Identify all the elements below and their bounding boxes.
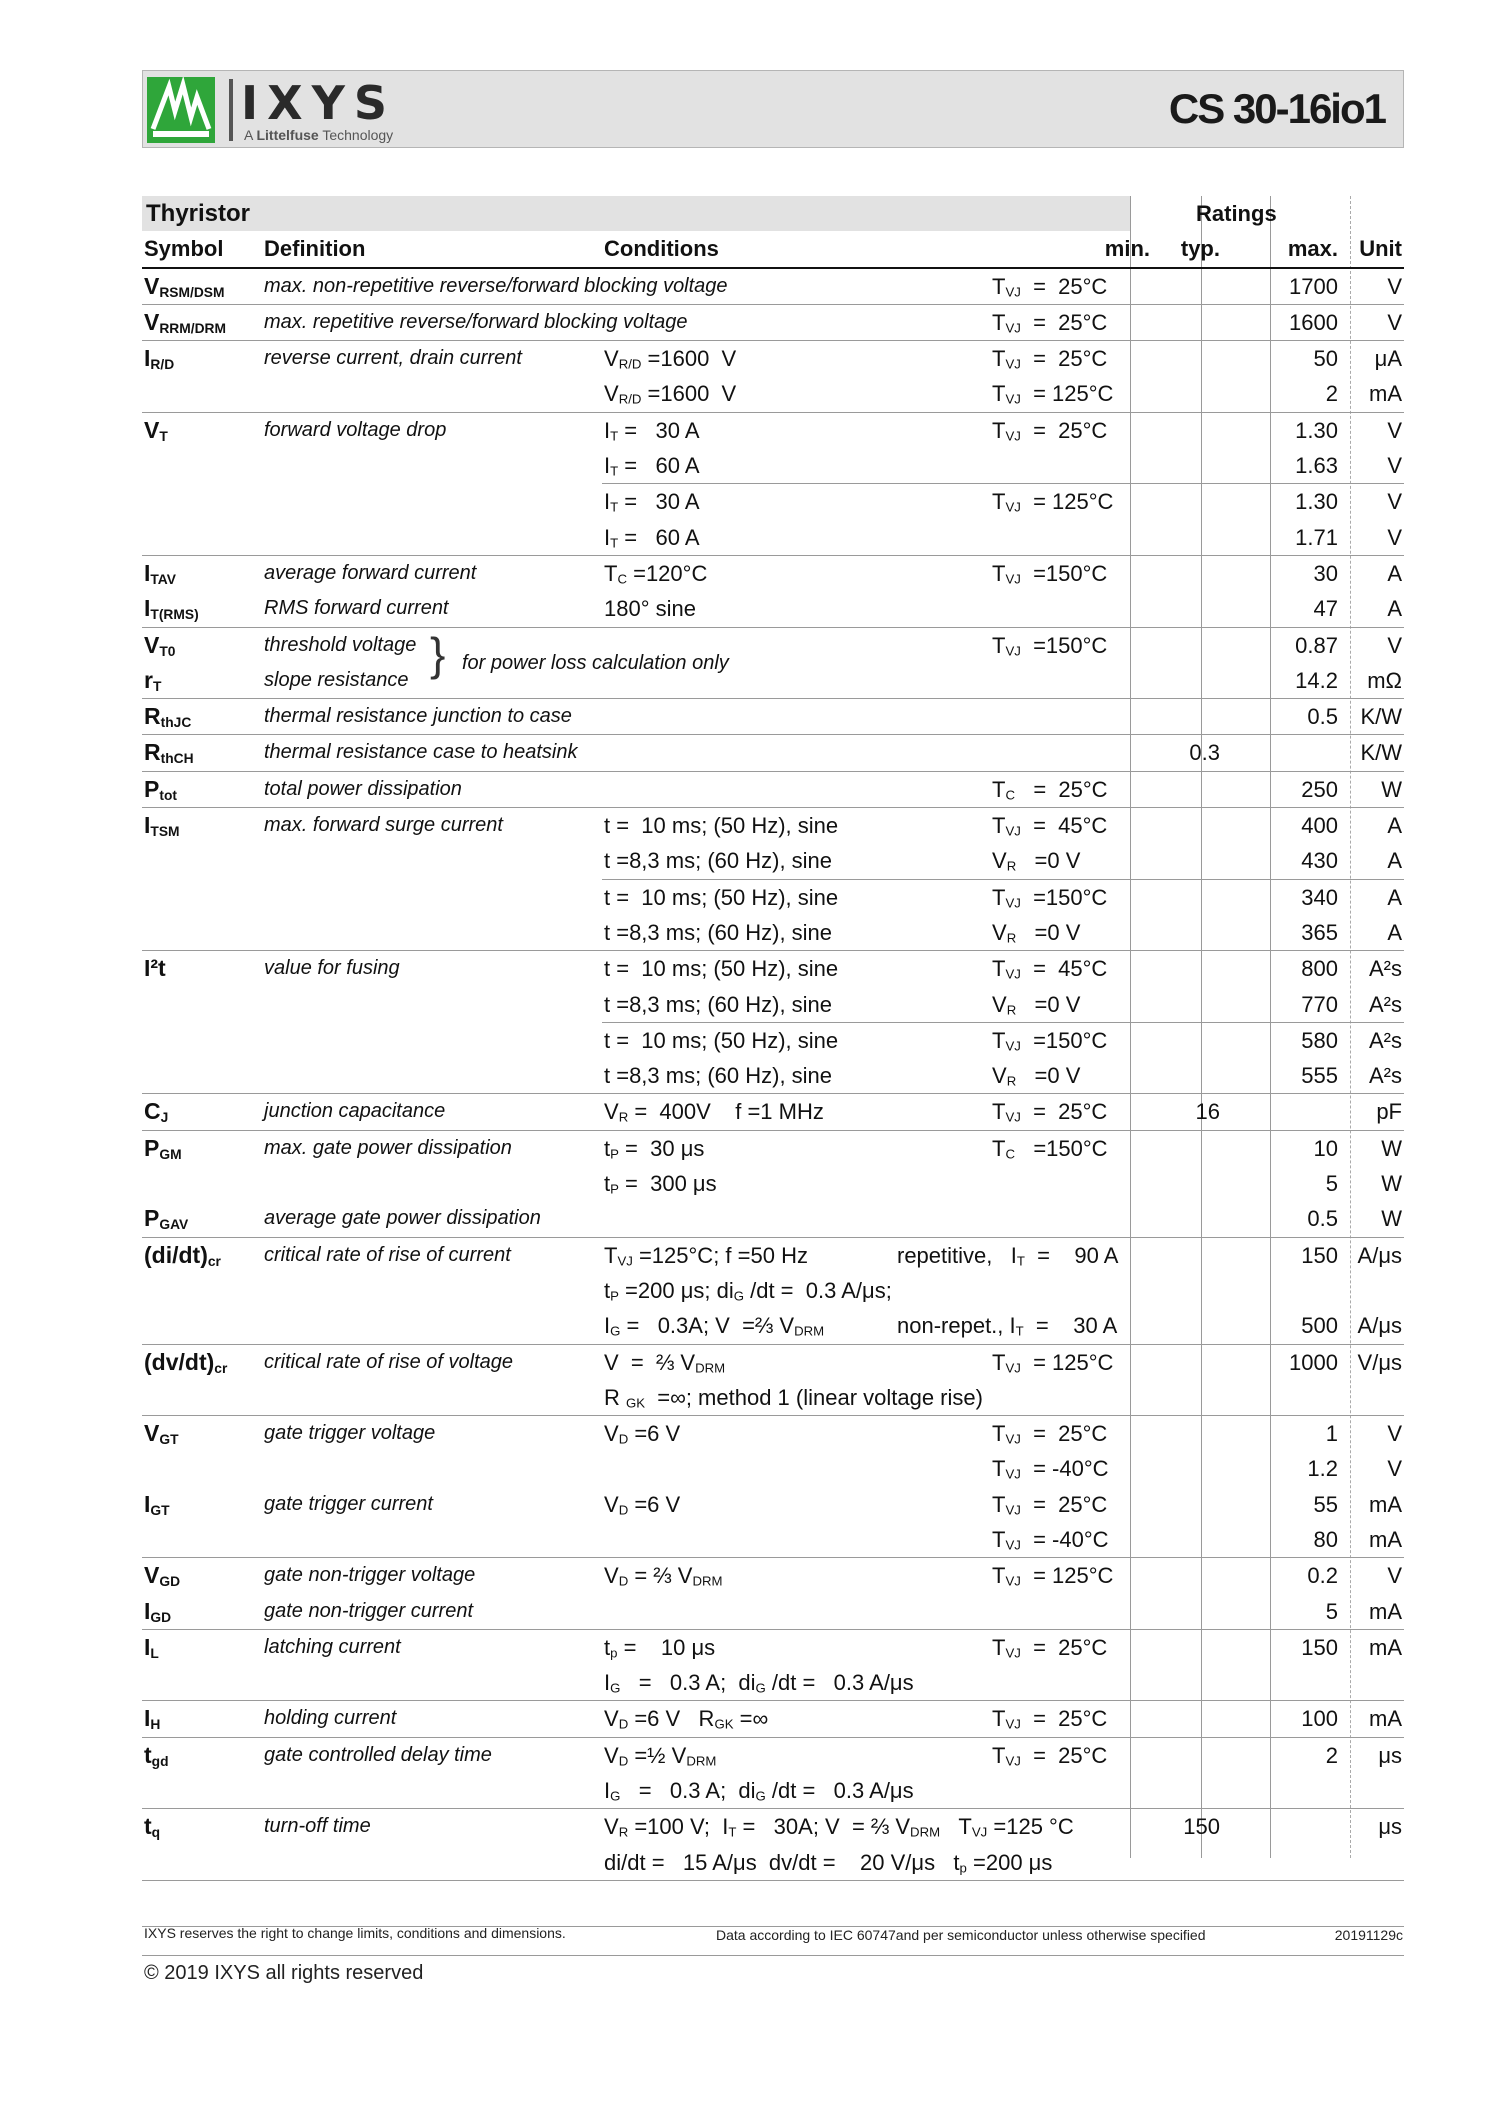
table-row: $I_{TAV}$ average forward current $T_C =120^\circ C$ $T_{VJ} =150^\circ C$ 30 A [142, 555, 1404, 591]
table-row: $I_{GT}$ gate trigger current $V_D =6$ V $T_{VJ} = 25^\circ C$ 55 mA [144, 1490, 1402, 1518]
table-row: $(dv/dt)_{cr}$ critical rate of rise of voltage V = ⅔ $V_{DRM}$ $T_{VJ} = 125^\circ C$ 1000 V/μs [142, 1344, 1404, 1380]
brace-note: for power loss calculation only [462, 651, 729, 674]
table-row: $T_{VJ} = -40^\circ C$ 80 mA [992, 1526, 1402, 1553]
table-row: $P_{GAV}$ average gate power dissipation 0.5 W [144, 1205, 1402, 1233]
table-row: $C_J$ junction capacitance $V_R = 400V$ f =1 MHz $T_{VJ} = 25^\circ C$ 16 pF [142, 1093, 1404, 1129]
footer-date-code: 20191129c [1334, 1927, 1403, 1943]
table-row: $R_{thCH}$ thermal resistance case to heatsink 0.3 K/W [142, 734, 1404, 770]
column-header-row [142, 231, 1404, 268]
table-row: $V_{RSM/DSM}$ max. non-repetitive reverse/forward blocking voltage $T_{VJ} = 25^\circ C$ 1700 V [144, 272, 1402, 300]
table-row: $I_L$ latching current $t_p$ = 10 μs $T_{VJ} = 25^\circ C$ 150 mA [142, 1629, 1404, 1665]
table-row: $V_{RRM/DRM}$ max. repetitive reverse/forward blocking voltage $T_{VJ} = 25^\circ C$ 1600 V [142, 304, 1404, 340]
logo-separator [229, 79, 233, 141]
brand-tagline: A Littelfuse Technology [244, 127, 394, 143]
table-row: $T_{VJ} = -40^\circ C$ 1.2 V [992, 1456, 1402, 1483]
header-definition: Definition [264, 236, 366, 262]
ixys-logo-icon [147, 77, 215, 143]
table-row: $(di/dt)_{cr}$ critical rate of rise of current $T_{VJ} =125^\circ C$; f =50 Hz repetitive, $I_T$ = 90 A 150 A/μs [142, 1237, 1404, 1273]
header-conditions: Conditions [604, 236, 719, 262]
table-row: $I_{GD}$ gate non-trigger current 5 mA [144, 1597, 1402, 1625]
table-row: $I_T = 60$ A 1.71 V [604, 524, 1402, 551]
header-symbol: Symbol [144, 236, 224, 262]
table-row: $t_P = 300$ μs 5 W [604, 1171, 1402, 1197]
table-row: $I_G = 0.3$ A; $di_G$ /dt = 0.3 A/μs [604, 1778, 914, 1804]
part-number: CS 30-16io1 [1168, 85, 1385, 132]
table-row: $V_{GD}$ gate non-trigger voltage $V_D$ = ⅔ $V_{DRM}$ $T_{VJ} = 125^\circ C$ 0.2 V [142, 1557, 1404, 1593]
table-row: $V_{R/D} =1600$ V $T_{VJ} = 125^\circ C$ 2 mA [604, 381, 1402, 408]
table-row: $V_{T0}$ threshold voltage $T_{VJ} =150^\circ C$ 0.87 V [142, 627, 1404, 663]
header-typ: typ. [1180, 236, 1220, 262]
table-row: di/dt = 15 A/μs dv/dt = 20 V/μs $t_p =200$ μs [142, 1845, 1404, 1881]
table-row: $I_H$ holding current $V_D =6$ V $R_{GK}$ =∞ $T_{VJ} = 25^\circ C$ 100 mA [142, 1700, 1404, 1736]
header-max: max. [1287, 236, 1338, 262]
document-header [142, 70, 1404, 148]
table-row: $P_{GM}$ max. gate power dissipation $t_P = 30$ μs $T_C =150^\circ C$ 10 W [142, 1130, 1404, 1166]
table-row: $V_{GT}$ gate trigger voltage $V_D =6$ V $T_{VJ} = 25^\circ C$ 1 V [142, 1415, 1404, 1451]
table-row: $I_G = 0.3$ A; $di_G$ /dt = 0.3 A/μs [604, 1670, 914, 1696]
table-row: $I_T = 30$ A $T_{VJ} = 125^\circ C$ 1.30 V [602, 483, 1404, 519]
table-row: $I_G = 0.3A$; V =⅔ $V_{DRM}$ non-repet., $I_T$ = 30 A 500 A/μs [604, 1313, 1402, 1339]
table-row: $V_T$ forward voltage drop $I_T = 30$ A $T_{VJ} = 25^\circ C$ 1.30 V [142, 412, 1404, 448]
ratings-table [142, 196, 1404, 1881]
table-row: t =8,3 ms; (60 Hz), sine $V_R =0$ V 770 A²s [604, 991, 1402, 1018]
table-title-row [142, 196, 1404, 231]
table-row: R $_{GK}$ =∞; method 1 (linear voltage rise) [604, 1384, 983, 1411]
copyright: © 2019 IXYS all rights reserved [144, 1962, 424, 1984]
table-row: $t_q$ turn-off time $V_R =100$ V; $I_T = 30A$; V = ⅔ $V_{DRM}$ $T_{VJ} =125$ °C 150 μs [142, 1808, 1404, 1844]
table-row: $r_T$ slope resistance for power loss calculation only 14.2 mΩ [142, 663, 1404, 698]
brand-name: IXYS [241, 76, 397, 130]
footer-data-note: Data according to IEC 60747and per semiconductor unless otherwise specified [716, 1927, 1206, 1943]
table-row: t = 10 ms; (50 Hz), sine $T_{VJ} =150^\circ C$ 580 A²s [602, 1022, 1404, 1058]
table-row: $I_{TSM}$ max. forward surge current t = 10 ms; (50 Hz), sine $T_{VJ} = 45^\circ C$ 400 A [142, 807, 1404, 843]
table-row: $P_{tot}$ total power dissipation $T_C = 25^\circ C$ 250 W [142, 771, 1404, 807]
table-row: I²t value for fusing t = 10 ms; (50 Hz), sine $T_{VJ} = 45^\circ C$ 800 A²s [142, 950, 1404, 986]
table-row: $I_{T(RMS)}$ RMS forward current 180° sine 47 A [144, 595, 1402, 623]
table-row: $t_P =200$ μs; $di_G$ /dt = 0.3 A/μs; [604, 1277, 892, 1304]
brace-symbol: } [430, 628, 446, 680]
footer-disclaimer: IXYS reserves the right to change limits, conditions and dimensions. [144, 1925, 566, 1941]
table-row: $R_{thJC}$ thermal resistance junction to case 0.5 K/W [142, 698, 1404, 734]
section-title: Thyristor [146, 200, 251, 227]
table-row: $t_{gd}$ gate controlled delay time $V_D$ =½ $V_{DRM}$ $T_{VJ} = 25^\circ C$ 2 μs [142, 1737, 1404, 1773]
table-row: $I_{R/D}$ reverse current, drain current $V_{R/D} =1600$ V $T_{VJ} = 25^\circ C$ 50 μA [142, 340, 1404, 376]
table-row: t =8,3 ms; (60 Hz), sine $V_R =0$ V 555 A²s [604, 1063, 1402, 1089]
header-min: min. [1104, 236, 1150, 262]
header-unit: Unit [1359, 236, 1402, 262]
ratings-title: Ratings [1196, 201, 1277, 226]
footer-divider [142, 1955, 1404, 1956]
table-row: t =8,3 ms; (60 Hz), sine $V_R =0$ V 430 A [604, 848, 1402, 874]
table-row: t = 10 ms; (50 Hz), sine $T_{VJ} =150^\circ C$ 340 A [602, 879, 1404, 915]
table-row: t =8,3 ms; (60 Hz), sine $V_R =0$ V 365 A [604, 919, 1402, 946]
table-row: $I_T = 60$ A 1.63 V [604, 453, 1402, 479]
